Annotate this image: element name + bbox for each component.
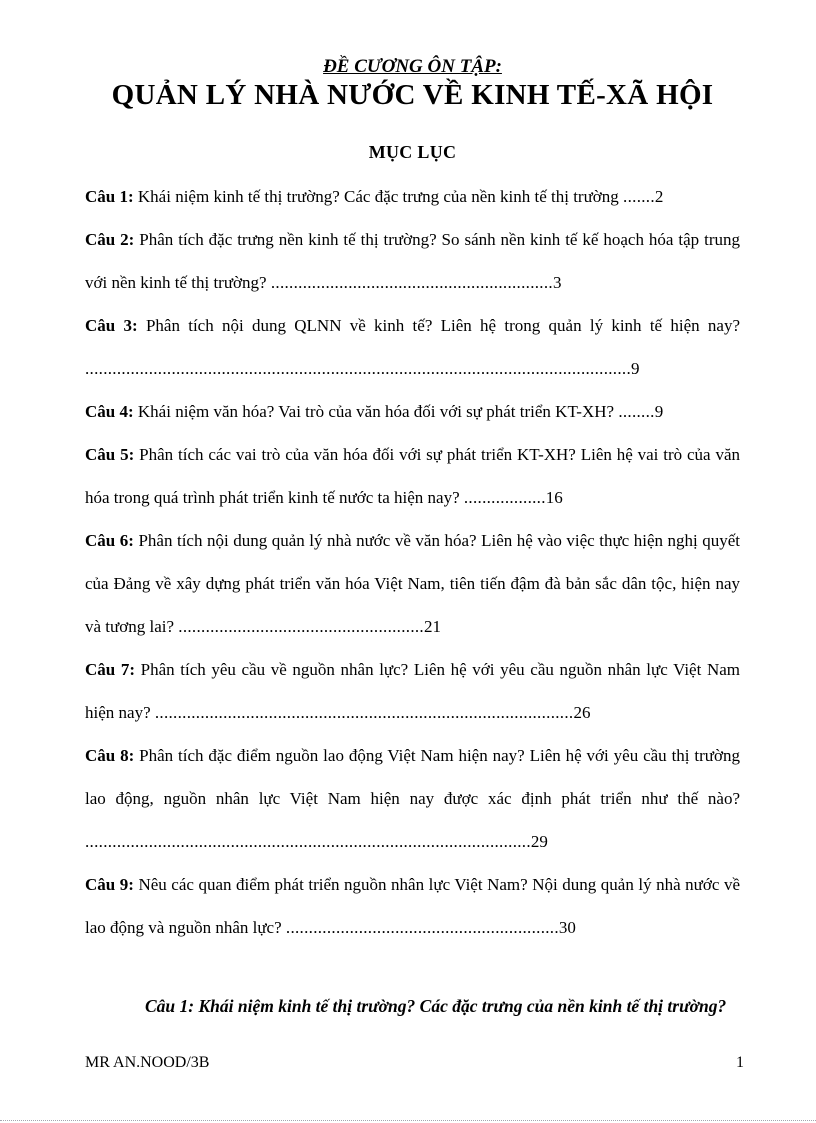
toc-dot-leader: .................. bbox=[463, 488, 546, 507]
toc-entry bbox=[85, 433, 740, 519]
document-title: QUẢN LÝ NHÀ NƯỚC VỀ KINH TẾ-XÃ HỘI bbox=[111, 79, 714, 111]
toc-page-number: 30 bbox=[558, 918, 576, 937]
toc-page-number: 2 bbox=[654, 187, 664, 206]
toc-entry-text: Phân tích nội dung QLNN về kinh tế? Liên hệ trong quản lý kinh tế hiện nay? bbox=[145, 316, 741, 335]
toc-dot-leader: .................................................................................................. bbox=[85, 832, 531, 851]
toc-dot-leader: .............................................................. bbox=[270, 273, 553, 292]
toc-page-number: 3 bbox=[552, 273, 562, 292]
toc-entry bbox=[85, 648, 740, 734]
table-of-contents bbox=[85, 175, 740, 949]
toc-entry-label: Câu 6: bbox=[85, 531, 134, 550]
toc-entry-label: Câu 1: bbox=[85, 187, 134, 206]
toc-dot-leader: ........................................................................................................................ bbox=[85, 359, 631, 378]
toc-entry bbox=[85, 218, 740, 304]
toc-dot-leader: ...................................................... bbox=[178, 617, 424, 636]
toc-page-number: 21 bbox=[423, 617, 441, 636]
toc-entry bbox=[85, 519, 740, 648]
toc-entry-label: Câu 2: bbox=[85, 230, 135, 249]
toc-entry-text: Phân tích các vai trò của văn hóa đối với sự phát triển KT-XH? Liên hệ vai trò của văn hóa trong quá trình phát triển kinh tế nước ta hiện nay? bbox=[85, 445, 741, 507]
toc-page-number: 29 bbox=[530, 832, 548, 851]
toc-heading: MỤC LỤC bbox=[368, 142, 457, 162]
toc-entry-label: Câu 5: bbox=[85, 445, 135, 464]
footer-page-number: 1 bbox=[736, 1054, 744, 1071]
toc-entry-text: Phân tích nội dung quản lý nhà nước về văn hóa? Liên hệ vào việc thực hiện nghị quyết của Đảng về xây dựng phát triển văn hóa Việt Nam, tiên tiến đậm đà bản sắc dân tộc, hiện nay và tương lai? bbox=[85, 531, 741, 636]
page-break-separator bbox=[0, 1120, 816, 1121]
page-footer bbox=[85, 1053, 744, 1073]
toc-entry-text: Khái niệm kinh tế thị trường? Các đặc trưng của nền kinh tế thị trường bbox=[137, 187, 619, 206]
toc-entry bbox=[85, 304, 740, 390]
toc-entry-label: Câu 4: bbox=[85, 402, 134, 421]
toc-page-number: 9 bbox=[654, 402, 664, 421]
toc-dot-leader: ............................................................ bbox=[285, 918, 559, 937]
toc-entry bbox=[85, 175, 740, 218]
toc-entry-text: Phân tích đặc trưng nền kinh tế thị trường? So sánh nền kinh tế kế hoạch hóa tập trung với nền kinh tế thị trường? bbox=[85, 230, 740, 292]
toc-entry bbox=[85, 390, 740, 433]
toc-entry-text: Phân tích yêu cầu về nguồn nhân lực? Liên hệ với yêu cầu nguồn nhân lực Việt Nam hiện nay? bbox=[85, 660, 740, 722]
toc-page-number: 16 bbox=[545, 488, 563, 507]
toc-page-number: 9 bbox=[631, 359, 640, 378]
toc-entry bbox=[85, 734, 740, 863]
toc-entry-text: Nêu các quan điểm phát triển nguồn nhân lực Việt Nam? Nội dung quản lý nhà nước về lao động và nguồn nhân lực? bbox=[85, 875, 740, 937]
toc-dot-leader: ............................................................................................ bbox=[154, 703, 574, 722]
toc-entry bbox=[85, 863, 740, 949]
toc-entry-label: Câu 3: bbox=[85, 316, 138, 335]
toc-entry-label: Câu 7: bbox=[85, 660, 136, 679]
document-subtitle: ĐỀ CƯƠNG ÔN TẬP: bbox=[323, 56, 502, 77]
toc-entry-label: Câu 8: bbox=[85, 746, 135, 765]
footer-author: MR AN.NOOD/3B bbox=[85, 1054, 210, 1071]
toc-entry-text: Phân tích đặc điểm nguồn lao động Việt Nam hiện nay? Liên hệ với yêu cầu thị trường lao động, nguồn nhân lực Việt Nam hiện nay được xác định phát triển như thế nào? bbox=[85, 746, 740, 808]
section-heading: Câu 1: Khái niệm kinh tế thị trường? Các đặc trưng của nền kinh tế thị trường? bbox=[145, 996, 727, 1016]
toc-page-number: 26 bbox=[573, 703, 591, 722]
toc-dot-leader: ........ bbox=[618, 402, 655, 421]
toc-dot-leader: ....... bbox=[623, 187, 655, 206]
toc-entry-text: Khái niệm văn hóa? Vai trò của văn hóa đối với sự phát triển KT-XH? bbox=[137, 402, 615, 421]
toc-entry-label: Câu 9: bbox=[85, 875, 134, 894]
